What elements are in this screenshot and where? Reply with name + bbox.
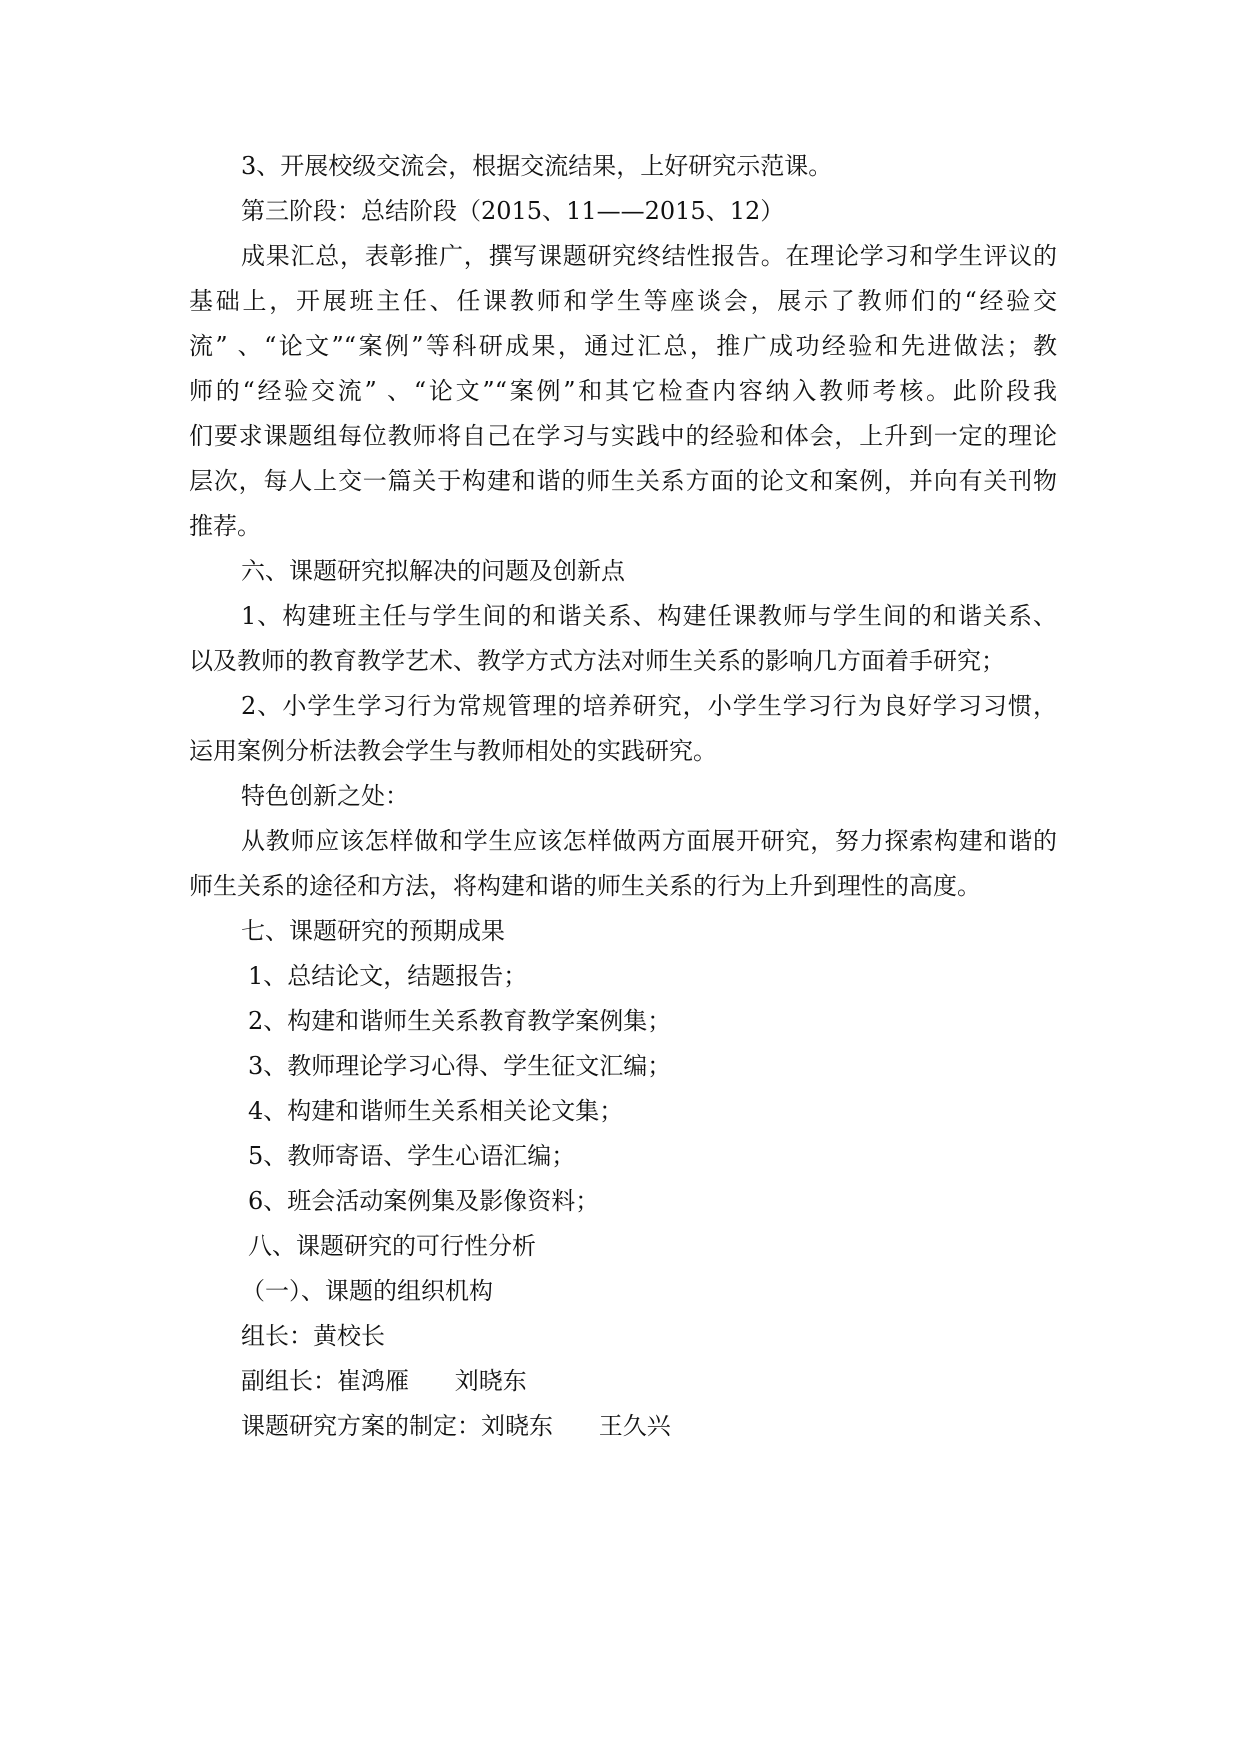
paragraph-line: 们要求课题组每位教师将自己在学习与实践中的经验和体会，上升到一定的理论 — [189, 422, 1057, 450]
list-item: 3、教师理论学习心得、学生征文汇编； — [248, 1052, 672, 1080]
paragraph-line: 师生关系的途径和方法，将构建和谐的师生关系的行为上升到理性的高度。 — [189, 872, 981, 900]
list-item: 5、教师寄语、学生心语汇编； — [248, 1142, 576, 1170]
section-heading-8: 八、课题研究的可行性分析 — [248, 1232, 536, 1260]
paragraph-line: 以及教师的教育教学艺术、教学方式方法对师生关系的影响几方面着手研究； — [189, 647, 1005, 675]
paragraph-line: 基础上，开展班主任、任课教师和学生等座谈会，展示了教师们的“经验交 — [189, 287, 1057, 315]
paragraph-line: 层次，每人上交一篇关于构建和谐的师生关系方面的论文和案例，并向有关刊物 — [189, 467, 1057, 495]
subsection-heading: （一）、课题的组织机构 — [241, 1277, 493, 1305]
paragraph-line: 流” 、“论文”“案例”等科研成果，通过汇总，推广成功经验和先进做法；教 — [189, 332, 1057, 360]
paragraph-line: 成果汇总，表彰推广，撰写课题研究终结性报告。在理论学习和学生评议的 — [241, 242, 1057, 270]
paragraph-line: 2、小学生学习行为常规管理的培养研究，小学生学习行为良好学习习惯， — [241, 692, 1057, 720]
plan-authors-line: 课题研究方案的制定：刘晓东 王久兴 — [241, 1412, 671, 1440]
paragraph-line: 从教师应该怎样做和学生应该怎样做两方面展开研究，努力探索构建和谐的 — [241, 827, 1057, 855]
deputy-leader-line: 副组长：崔鸿雁 刘晓东 — [241, 1367, 527, 1395]
list-item: 2、构建和谐师生关系教育教学案例集； — [248, 1007, 672, 1035]
stage-item-3: 3、开展校级交流会，根据交流结果，上好研究示范课。 — [241, 152, 833, 180]
paragraph-line: 师的“经验交流” 、“论文”“案例”和其它检查内容纳入教师考核。此阶段我 — [189, 377, 1057, 405]
list-item: 6、班会活动案例集及影像资料； — [248, 1187, 600, 1215]
section-heading-7: 七、课题研究的预期成果 — [241, 917, 505, 945]
paragraph-line: 运用案例分析法教会学生与教师相处的实践研究。 — [189, 737, 717, 765]
group-leader-line: 组长：黄校长 — [241, 1322, 385, 1350]
innovation-heading: 特色创新之处： — [241, 782, 409, 810]
paragraph-line: 1、构建班主任与学生间的和谐关系、构建任课教师与学生间的和谐关系、 — [241, 602, 1057, 630]
stage-three-heading: 第三阶段：总结阶段（2015、11——2015、12） — [241, 197, 785, 225]
list-item: 4、构建和谐师生关系相关论文集； — [248, 1097, 624, 1125]
paragraph-line: 推荐。 — [189, 512, 261, 540]
section-heading-6: 六、课题研究拟解决的问题及创新点 — [241, 557, 625, 585]
list-item: 1、总结论文，结题报告； — [248, 962, 528, 990]
